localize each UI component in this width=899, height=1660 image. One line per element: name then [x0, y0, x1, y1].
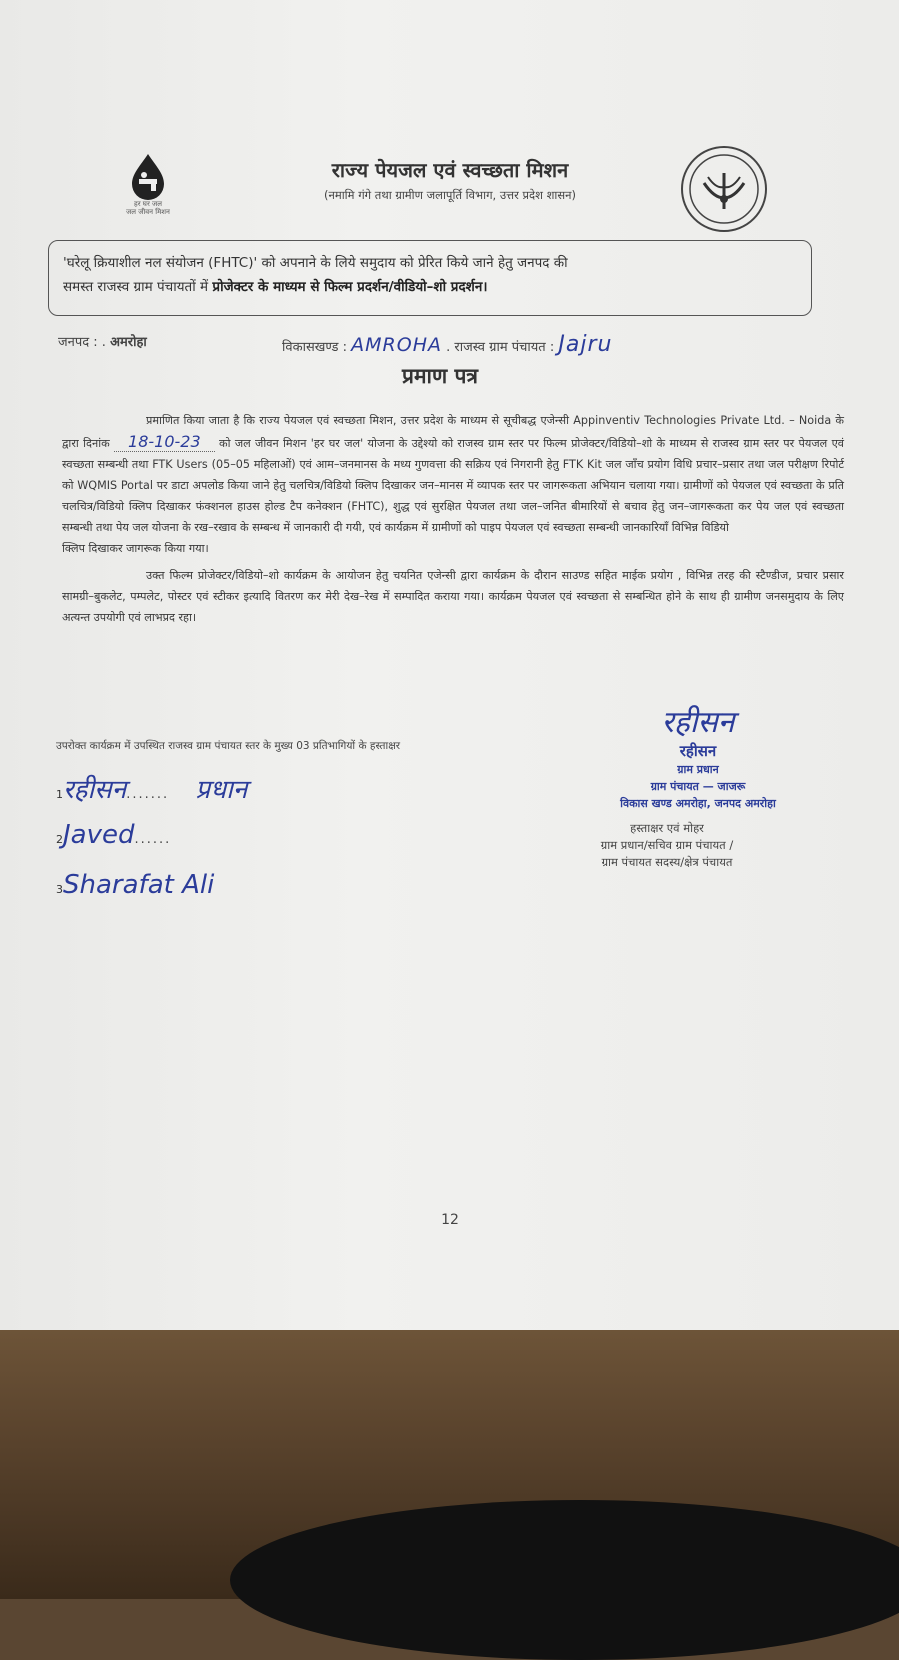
district-label: जनपद : .: [58, 335, 106, 350]
logo-caption-1: हर घर जल: [134, 200, 162, 208]
body-paragraph-1: [62, 410, 844, 538]
pradhan-signature: रहीसन: [661, 705, 735, 740]
banner-line-1: 'घरेलू क्रियाशील नल संयोजन (FHTC)' को अपनाने के लिये समुदाय को प्रेरित किये जाने हेतु जनपद की: [63, 255, 568, 271]
block-label: विकासखण्ड :: [282, 340, 348, 355]
banner-line-2-bold: प्रोजेक्टर के माध्यम से फिल्म प्रदर्शन/वीडियो–शो प्रदर्शन।: [212, 279, 488, 295]
participant-number: 3: [56, 883, 63, 896]
participant-signature: Sharafat Ali: [63, 870, 215, 900]
certificate-body: [62, 410, 844, 628]
page-number: 12: [441, 1212, 459, 1228]
participants-heading: उपरोक्त कार्यक्रम में उपस्थित राजस्व ग्राम पंचायत स्तर के मुख्य 03 प्रतिभागियों के हस्ताक्षर: [56, 740, 401, 752]
water-drop-icon: [126, 152, 170, 200]
district-value: अमरोहा: [110, 335, 147, 350]
body-paragraph-2: उक्त फिल्म प्रोजेक्टर/विडियो–शो कार्यक्रम के आयोजन हेतु चयनित एजेन्सी द्वारा कार्यक्रम के दौरान साउण्ड सहित माईक प्रयोग , विभिन्न तरह की स्टैण्डीज, प्रचार प्रसार सामग्री–बुकलेट, पम्पलेट, पोस्टर एवं स्टीकर इत्यादि वितरण कर मेरी देख–रेख में सम्पादित कराया गया। कार्यक्रम पेयजल एवं स्वच्छता से सम्बन्धित होने के साथ ही ग्रामीण जनसमुदाय के लिए अत्यन्त उपयोगी एवं लाभप्रद रहा।: [62, 569, 844, 624]
body-paragraph-1-end: क्लिप दिखाकर जागरूक किया गया।: [62, 542, 209, 555]
sign-caption-2: ग्राम प्रधान/सचिव ग्राम पंचायत /: [600, 838, 734, 852]
block-gp-field: [282, 332, 612, 357]
stamp-panchayat: ग्राम पंचायत — जाजरू: [650, 780, 746, 793]
pradhan-stamp: [598, 700, 798, 812]
gp-label: . राजस्व ग्राम पंचायत :: [446, 340, 555, 355]
participant-dots: .......: [126, 787, 170, 802]
program-banner: [48, 240, 812, 316]
banner-line-2: [63, 275, 797, 299]
har-ghar-jal-logo: [118, 152, 178, 216]
gp-value: Jajru: [558, 332, 613, 357]
body-p1-b: को जल जीवन मिशन 'हर घर जल' योजना के उद्देश्यो को राजस्व ग्राम स्तर पर फिल्म प्रोजेक्टर/विडियो–शो के माध्यम से राजस्व ग्राम स्तर पर पेयजल एवं स्वच्छता सम्बन्धी तथा FTK Users (05–05 महिलाओं) एवं आम–जनमानस के मध्य गुणवत्ता की सक्रिय एवं निगरानी हेतु FTK Kit जल जाँच प्रयोग विधि प्रचार–प्रसार तथा जल परीक्षण रिपोर्ट को WQMIS Portal पर डाटा अपलोड किया जाने हेतु चलचित्र/विडियो क्लिप दिखाकर जन–मानस में व्यापक स्तर पर जागरूकता अभियान चलाया गया। ग्रामीणों को पेयजल एवं स्वच्छता के प्रति चलचित्र/विडियो क्लिप दिखाकर फंक्शनल हाउस होल्ड टैप कनेक्शन (FHTC), शुद्ध एवं सुरक्षित पेयजल तथा जल–जनित बीमारियों से बचाव हेतु जन–जागरूकता कर पेय जल एवं स्वच्छता सम्बन्धी तथा पेय जल योजना के रख–रखाव के सम्बन्ध में जानकारी दी गयी, एवं कार्यक्रम में ग्रामीणों को पाइप पेयजल एवं स्वच्छता सम्बन्धी जानकारियाँ विभिन्न विडियो: [62, 437, 844, 534]
stamp-name: रहीसन: [679, 742, 717, 760]
stamp-district: विकास खण्ड अमरोहा, जनपद अमरोहा: [620, 797, 776, 810]
sign-caption-1: हस्ताक्षर एवं मोहर: [630, 821, 704, 835]
participant-1: [56, 770, 247, 806]
participant-dots: ......: [134, 832, 172, 847]
block-value: AMROHA: [351, 334, 442, 356]
participant-3: [56, 870, 214, 900]
body-p1-a: प्रमाणित किया जाता है कि राज्य पेयजल एवं स्वच्छता मिशन, उत्तर प्रदेश के माध्यम से सूचीबद्ध एजेन्सी Appinventiv Technologies Private Ltd. – Noida के द्वारा दिनांक: [62, 414, 844, 450]
stamp-designation: ग्राम प्रधान: [677, 763, 719, 776]
participant-signature: Javed: [63, 820, 135, 850]
participant-signature: रहीसन: [63, 775, 127, 805]
certificate-title: प्रमाण पत्र: [402, 364, 478, 388]
banner-line-2-plain: समस्त राजस्व ग्राम पंचायतों में: [63, 279, 213, 295]
district-field: [58, 332, 147, 350]
mission-title: राज्य पेयजल एवं स्वच्छता मिशन: [331, 158, 569, 182]
seal-icon: [678, 143, 770, 235]
participant-number: 1: [56, 788, 63, 801]
signature-caption: [552, 820, 782, 871]
up-government-seal: [678, 143, 770, 235]
event-date: 18-10-23: [114, 432, 215, 452]
participant-2: [56, 820, 171, 850]
participant-number: 2: [56, 833, 63, 846]
mission-subtitle: (नमामि गंगे तथा ग्रामीण जलापूर्ति विभाग, उत्तर प्रदेश शासन): [323, 188, 577, 202]
shadow: [230, 1500, 899, 1660]
logo-caption-2: जल जीवन मिशन: [126, 208, 170, 216]
sign-caption-3: ग्राम पंचायत सदस्य/क्षेत्र पंचायत: [601, 855, 733, 869]
participant-role: प्रधान: [195, 775, 248, 805]
